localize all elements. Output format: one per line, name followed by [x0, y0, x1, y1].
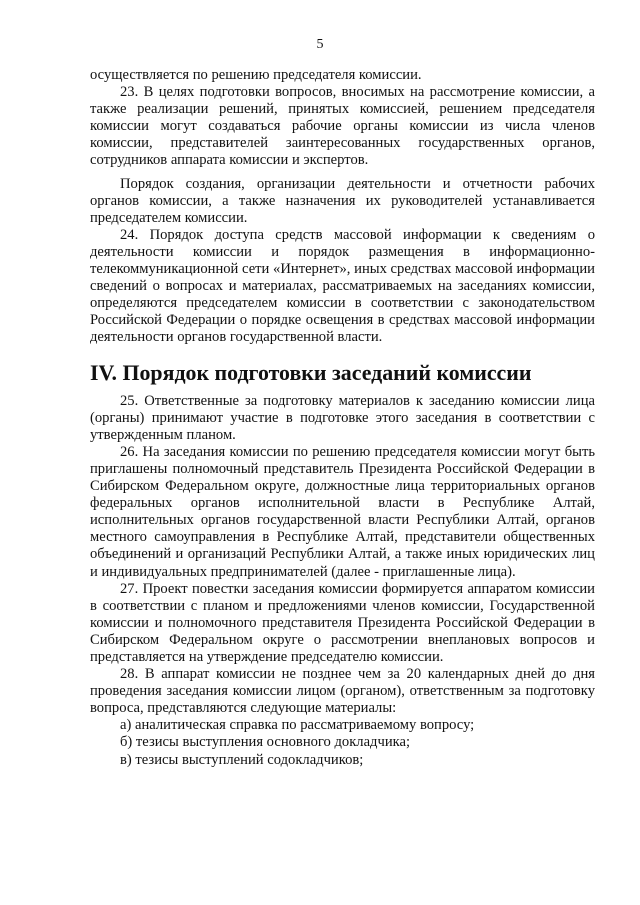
list-item-b: б) тезисы выступления основного докладчика; [120, 734, 411, 751]
list-item-c: в) тезисы выступлений содокладчиков; [120, 751, 364, 768]
paragraph-25: 25. Ответственные за подготовку материалов к заседанию комиссии лица (органы) принимают участие в подготовке этого заседания в соответствии с утвержденным планом. [90, 392, 595, 443]
paragraph-24: 24. Порядок доступа средств массовой информации к сведениям о деятельности комиссии и порядок размещения в информационно-телекоммуникационной сети «Интернет», иных средствах массовой информации сведений о вопросах и материалах, рассматриваемых на заседаниях комиссии, определяются председателем комиссии в соответствии с законодательством Российской Федерации о порядке освещения в средствах массовой информации деятельности органов государственной власти. [90, 226, 595, 346]
document-body [90, 67, 595, 769]
paragraph-26: 26. На заседания комиссии по решению председателя комиссии могут быть приглашены полномочный представитель Президента Российской Федерации в Сибирском Федеральном округе, должностные лица территориальных органов федеральных органов исполнительной власти в Республике Алтай, исполнительных органов государственной власти Республики Алтай, органов местного самоуправления в Республике Алтай, представители общественных объединений и организаций Республики Алтай, а также иных юридических лиц и индивидуальных предпринимателей (далее - приглашенные лица). [90, 443, 595, 580]
list-item-a: а) аналитическая справка по рассматриваемому вопросу; [120, 717, 475, 734]
paragraph-23-procedure: Порядок создания, организации деятельности и отчетности рабочих органов комиссии, а также назначения их руководителей устанавливается председателем комиссии. [90, 175, 595, 226]
paragraph-28: 28. В аппарат комиссии не позднее чем за 20 календарных дней до дня проведения заседания комиссии лицом (органом), ответственным за подготовку вопроса, представляются следующие материалы: [90, 666, 595, 717]
section-heading: IV. Порядок подготовки заседаний комиссии [90, 359, 532, 385]
page-number: 5 [316, 37, 324, 52]
paragraph-23: 23. В целях подготовки вопросов, вносимых на рассмотрение комиссии, а также реализации решений, принятых комиссией, решением председателя комиссии могут создаваться рабочие органы комиссии из числа членов комиссии, представителей заинтересованных государственных органов, сотрудников аппарата комиссии и экспертов. [90, 84, 595, 169]
paragraph-22-continuation: осуществляется по решению председателя комиссии. [90, 67, 422, 83]
paragraph-27: 27. Проект повестки заседания комиссии формируется аппаратом комиссии в соответствии с планом и предложениями членов комиссии, Государственной комиссии и полномочного представителя Президента Российской Федерации в Сибирском Федеральном округе о рассмотрении внеплановых вопросов и представляется на утверждение председателю комиссии. [90, 580, 595, 665]
